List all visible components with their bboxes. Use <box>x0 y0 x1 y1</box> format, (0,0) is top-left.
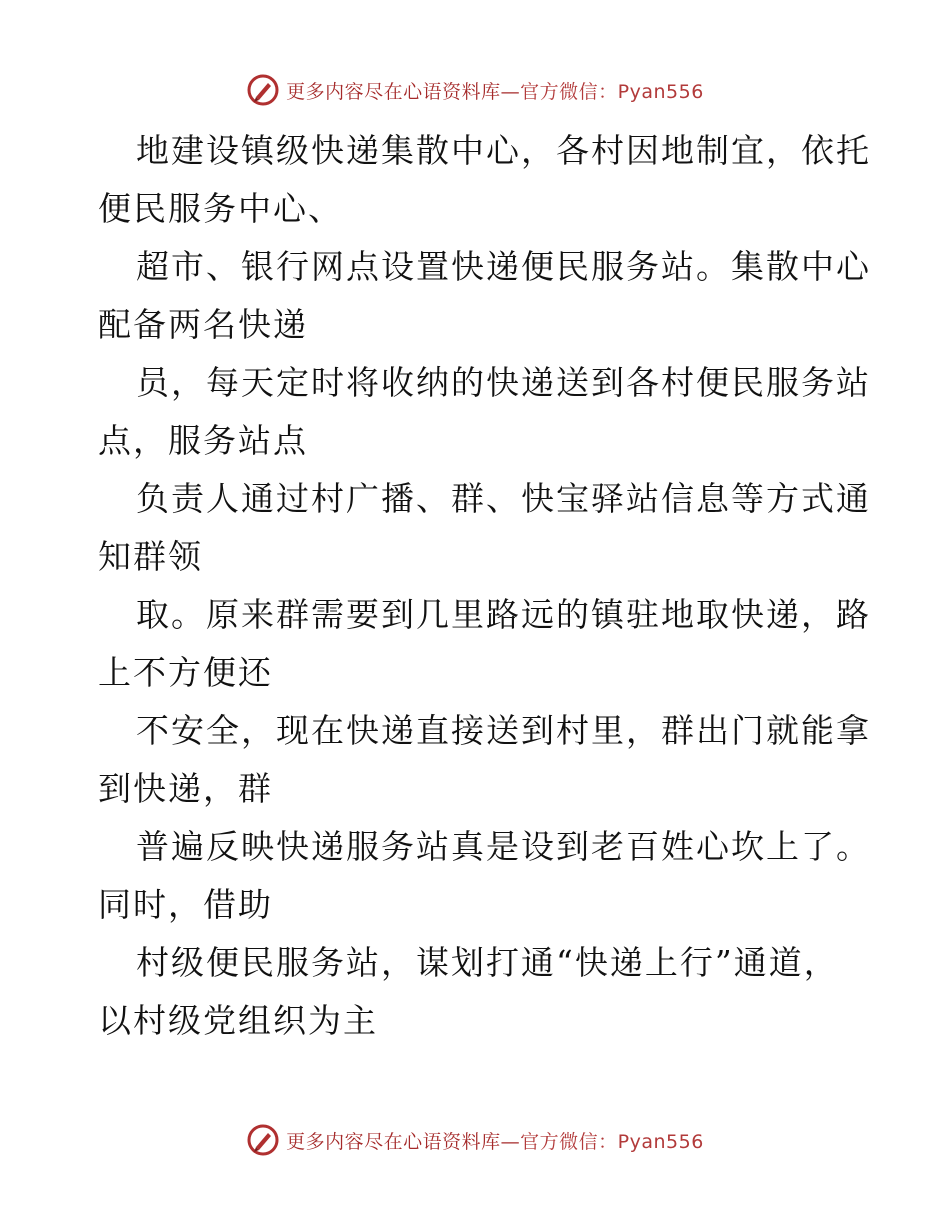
paragraph-line-first: 超市、银行网点设置快递便民服务站。集散中心 <box>136 247 871 286</box>
paragraph <box>98 238 871 354</box>
paragraph-line-first: 负责人通过村广播、群、快宝驿站信息等方式通 <box>136 479 871 518</box>
paragraph-line-first: 不安全，现在快递直接送到村里，群出门就能拿 <box>136 711 871 750</box>
paragraph-line-rest: 以村级党组织为主 <box>98 1001 378 1040</box>
header-banner-inner <box>246 73 704 107</box>
paragraph-line-first: 村级便民服务站，谋划打通“快递上行”通道， <box>136 943 839 982</box>
paragraph <box>98 354 871 470</box>
paragraph-line-first: 地建设镇级快递集散中心，各村因地制宜，依托 <box>136 131 871 170</box>
footer-banner <box>0 1120 950 1160</box>
paragraph-line-first: 员，每天定时将收纳的快递送到各村便民服务站 <box>136 363 871 402</box>
footer-site-text: 更多内容尽在心语资料库 <box>286 1130 501 1153</box>
header-banner-text <box>286 77 704 104</box>
pen-logo-icon <box>246 73 280 107</box>
paragraph <box>98 818 871 934</box>
paragraph-line-rest: 知群领 <box>98 537 203 576</box>
header-dash: — <box>500 80 521 103</box>
document-body <box>98 122 871 1050</box>
paragraph-line-first: 普遍反映快递服务站真是设到老百姓心坎上了。 <box>136 827 871 866</box>
header-contact-text: 官方微信：Pyan556 <box>520 80 704 103</box>
paragraph-line-rest: 便民服务中心、 <box>98 189 343 228</box>
header-banner <box>0 70 950 110</box>
paragraph <box>98 122 871 238</box>
paragraph <box>98 702 871 818</box>
footer-banner-inner <box>246 1123 704 1157</box>
footer-dash: — <box>500 1130 521 1153</box>
paragraph <box>98 586 871 702</box>
footer-banner-text <box>286 1127 704 1154</box>
paragraph-line-rest: 同时，借助 <box>98 885 273 924</box>
paragraph-line-rest: 配备两名快递 <box>98 305 308 344</box>
paragraph-line-rest: 到快递，群 <box>98 769 273 808</box>
paragraph <box>98 934 858 1050</box>
header-site-text: 更多内容尽在心语资料库 <box>286 80 501 103</box>
paragraph <box>98 470 871 586</box>
paragraph-line-first: 取。原来群需要到几里路远的镇驻地取快递，路 <box>136 595 871 634</box>
footer-contact-text: 官方微信：Pyan556 <box>520 1130 704 1153</box>
paragraph-line-rest: 上不方便还 <box>98 653 273 692</box>
pen-logo-icon <box>246 1123 280 1157</box>
paragraph-line-rest: 点，服务站点 <box>98 421 308 460</box>
